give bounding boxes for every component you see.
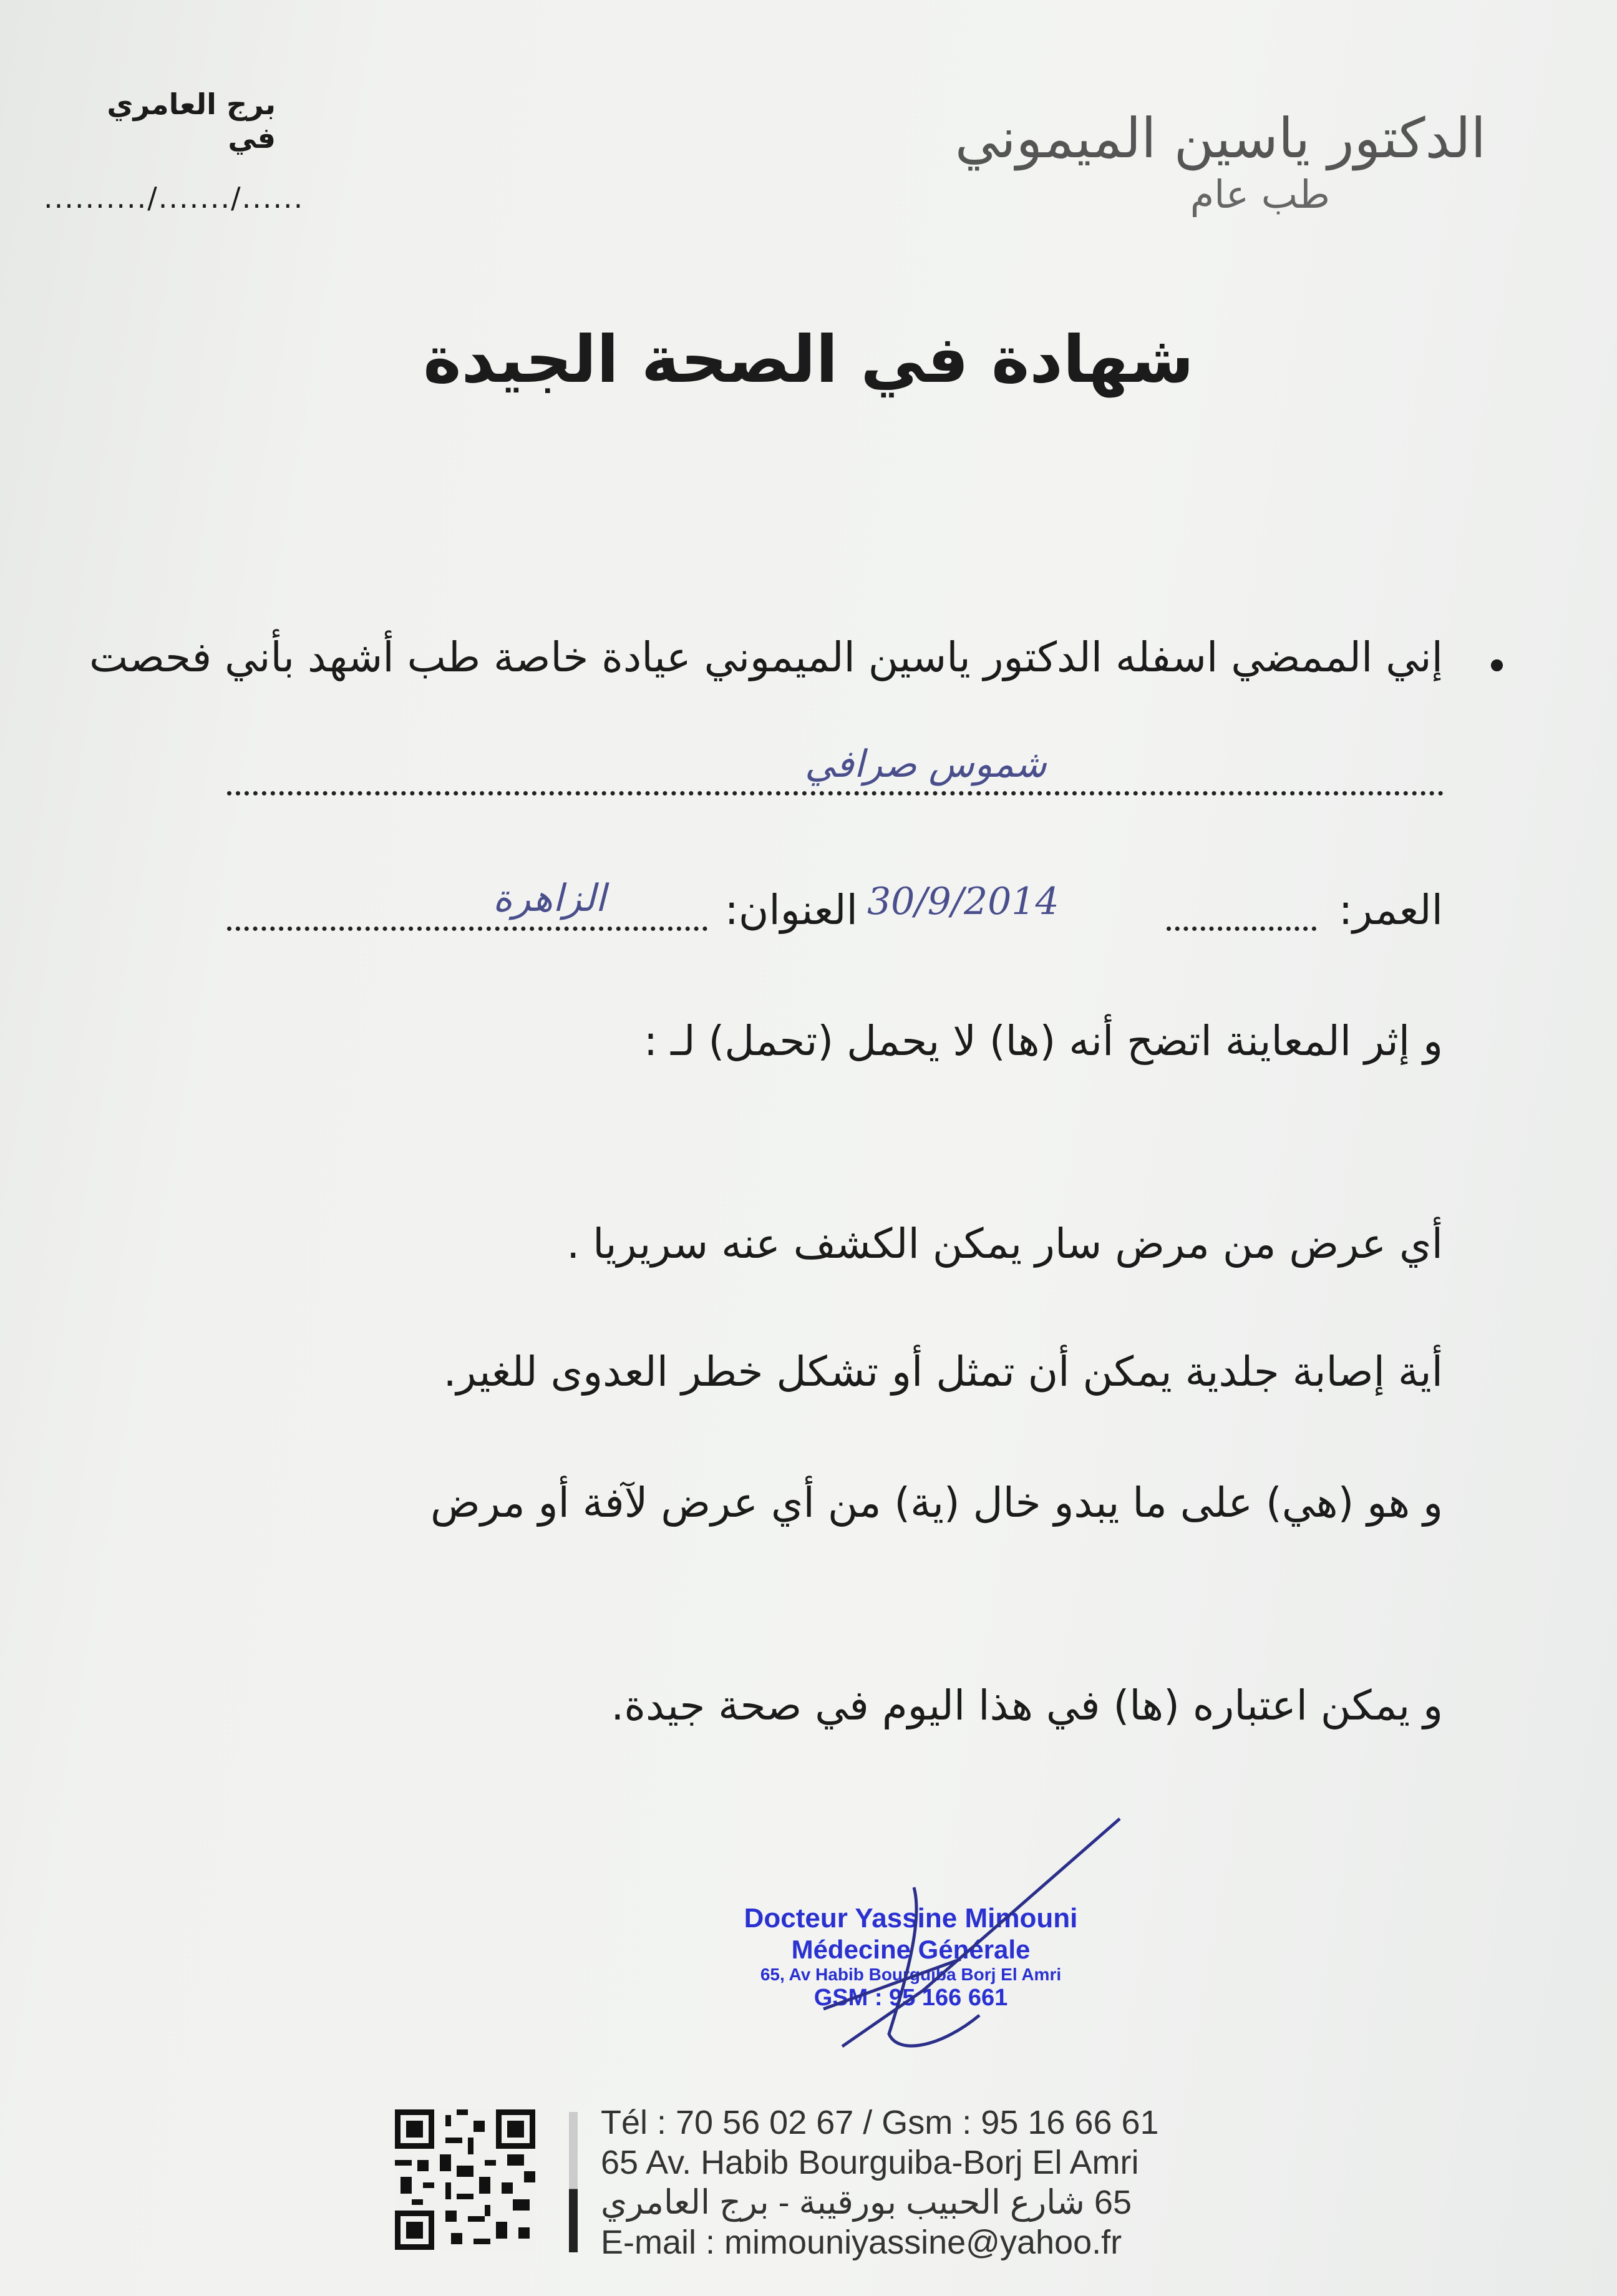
finding-1: أي عرض من مرض سار يمكن الكشف عنه سريريا . bbox=[566, 1220, 1443, 1268]
address-handwritten: الزاهرة bbox=[493, 877, 606, 920]
finding-2: أية إصابة جلدية يمكن أن تمثل أو تشكل خطر العدوى للغير. bbox=[443, 1348, 1443, 1396]
footer-email: E-mail : mimouniyassine@yahoo.fr bbox=[601, 2224, 1122, 2261]
footer-contact bbox=[601, 2103, 1159, 2262]
finding-3: و هو (هي) على ما يبدو خال (ية) من أي عرض لآفة أو مرض bbox=[430, 1479, 1443, 1527]
conclusion-text: و يمكن اعتباره (ها) في هذا اليوم في صحة جيدة. bbox=[611, 1681, 1443, 1729]
footer-phone: Tél : 70 56 02 67 / Gsm : 95 16 66 61 bbox=[601, 2104, 1159, 2141]
age-handwritten: 30/9/2014 bbox=[867, 880, 1059, 923]
address-label: العنوان: bbox=[724, 886, 858, 934]
stamp-line-3: 65, Av Habib Bourguiba Borj El Amri bbox=[760, 1964, 1062, 1984]
document-title: شهادة في الصحة الجيدة bbox=[423, 321, 1194, 397]
qr-code bbox=[388, 2109, 542, 2250]
patient-name-handwritten: شموس صرافي bbox=[805, 742, 1047, 786]
doctor-name: الدكتور ياسين الميموني bbox=[954, 106, 1486, 170]
footer-divider bbox=[569, 2112, 578, 2252]
age-label: العمر: bbox=[1338, 886, 1443, 934]
place-label: برج العامري في bbox=[107, 87, 276, 155]
intro-text: إني الممضي اسفله الدكتور ياسين الميموني عيادة خاصة طب أشهد بأني فحصت bbox=[89, 633, 1443, 681]
stamp-line-2: Médecine Générale bbox=[791, 1934, 1031, 1964]
date-field: ........../......./...... bbox=[44, 181, 304, 215]
doctor-specialty: طب عام bbox=[1190, 172, 1330, 217]
footer-address-ar: 65 شارع الحبيب بورقيبة - برج العامري bbox=[601, 2184, 1132, 2221]
stamp-line-4: GSM : 95 166 661 bbox=[813, 1985, 1008, 2011]
signature bbox=[717, 1809, 1154, 2059]
bullet-icon: • bbox=[1485, 643, 1509, 691]
footer-address-fr: 65 Av. Habib Bourguiba-Borj El Amri bbox=[601, 2144, 1139, 2181]
age-dotted-line bbox=[1167, 927, 1316, 931]
address-dotted-line bbox=[227, 927, 707, 931]
name-dotted-line bbox=[227, 791, 1444, 795]
examination-text: و إثر المعاينة اتضح أنه (ها) لا يحمل (تحمل) لـ : bbox=[643, 1017, 1443, 1065]
stamp-line-1: Docteur Yassine Mimouni bbox=[744, 1903, 1078, 1934]
